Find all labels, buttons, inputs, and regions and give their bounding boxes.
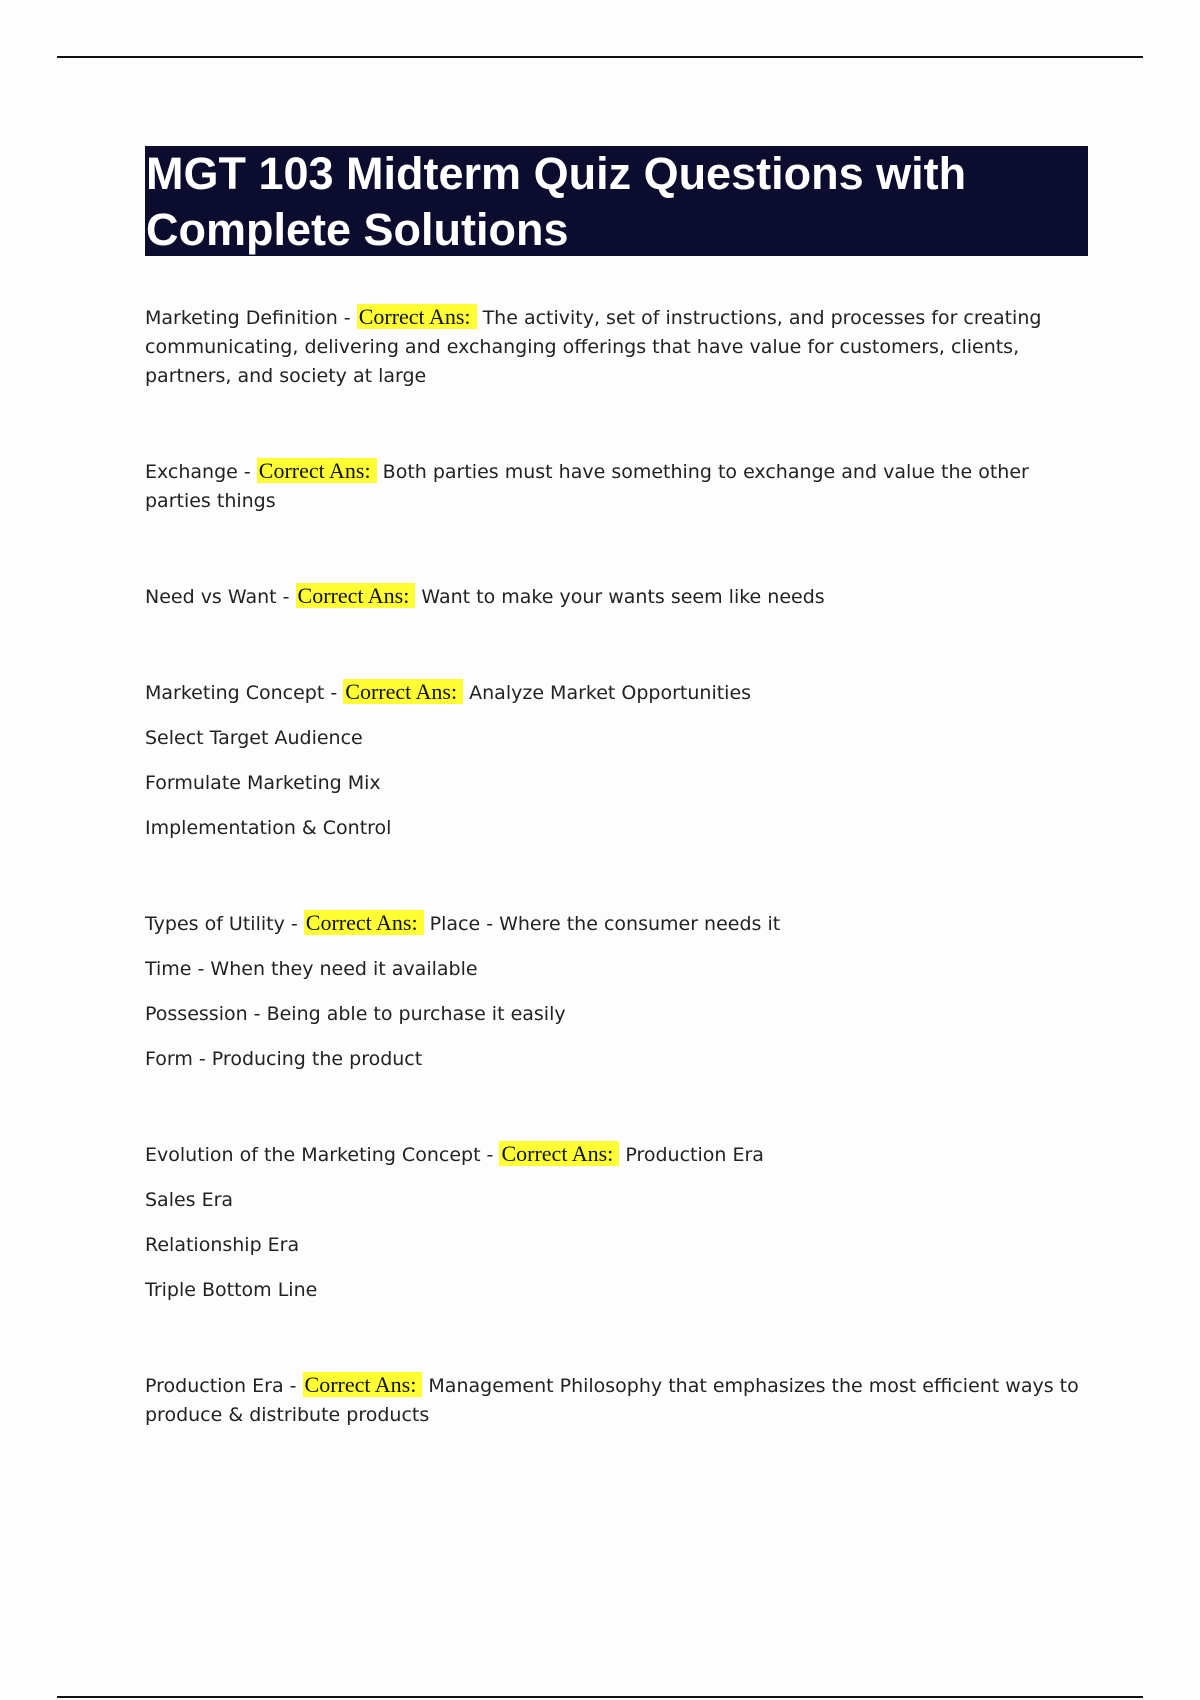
- qa-line: [145, 456, 1088, 516]
- qa-term: Types of Utility -: [145, 913, 298, 935]
- qa-line: [145, 581, 1088, 612]
- qa-term: Evolution of the Marketing Concept -: [145, 1144, 494, 1166]
- qa-answer-line: Select Target Audience: [145, 727, 363, 749]
- qa-answer-line: Formulate Marketing Mix: [145, 772, 381, 794]
- correct-answer-marker: Correct Ans:: [499, 1141, 619, 1166]
- qa-answer-line: Possession - Being able to purchase it easily: [145, 1003, 566, 1025]
- qa-answer: The activity, set of instructions, and processes for creating communicating, delivering and exchanging offerings that have value for customers, clients, partners, and society at large: [145, 307, 1042, 387]
- document-body: [145, 146, 1088, 1495]
- qa-line: [145, 908, 1088, 939]
- document-title: MGT 103 Midterm Quiz Questions with Complete Solutions: [145, 146, 1088, 256]
- qa-line: [145, 1370, 1088, 1430]
- header-rule: [57, 56, 1143, 58]
- qa-answer-line: Sales Era: [145, 1189, 234, 1211]
- qa-item: [145, 302, 1088, 391]
- qa-item: [145, 1139, 1088, 1305]
- qa-answer: Both parties must have something to exchange and value the other parties things: [145, 461, 1029, 512]
- footer-rule: [57, 1696, 1143, 1698]
- correct-answer-marker: Correct Ans:: [303, 1372, 423, 1397]
- qa-item: [145, 677, 1088, 843]
- qa-answer-line: Form - Producing the product: [145, 1048, 423, 1070]
- qa-item: [145, 456, 1088, 516]
- qa-answer: Management Philosophy that emphasizes the most efficient ways to produce & distribute products: [145, 1375, 1079, 1426]
- qa-answer-line: Implementation & Control: [145, 817, 392, 839]
- qa-line: [145, 1139, 1088, 1170]
- qa-answer: Place - Where the consumer needs it: [429, 913, 781, 935]
- qa-answer-line: Triple Bottom Line: [145, 1279, 318, 1301]
- qa-list: [145, 302, 1088, 1430]
- correct-answer-marker: Correct Ans:: [257, 458, 377, 483]
- qa-term: Marketing Concept -: [145, 682, 338, 704]
- qa-answer: Production Era: [625, 1144, 764, 1166]
- qa-item: [145, 581, 1088, 612]
- qa-term: Production Era -: [145, 1375, 297, 1397]
- qa-line: [145, 302, 1088, 391]
- qa-line: [145, 677, 1088, 708]
- correct-answer-marker: Correct Ans:: [296, 583, 416, 608]
- qa-term: Need vs Want -: [145, 586, 290, 608]
- qa-answer-line: Relationship Era: [145, 1234, 300, 1256]
- qa-item: [145, 908, 1088, 1074]
- qa-item: [145, 1370, 1088, 1430]
- qa-answer-line: Time - When they need it available: [145, 958, 478, 980]
- qa-term: Marketing Definition -: [145, 307, 351, 329]
- qa-term: Exchange -: [145, 461, 251, 483]
- correct-answer-marker: Correct Ans:: [357, 304, 477, 329]
- correct-answer-marker: Correct Ans:: [304, 910, 424, 935]
- correct-answer-marker: Correct Ans:: [343, 679, 463, 704]
- qa-answer: Want to make your wants seem like needs: [421, 586, 825, 608]
- qa-answer: Analyze Market Opportunities: [469, 682, 752, 704]
